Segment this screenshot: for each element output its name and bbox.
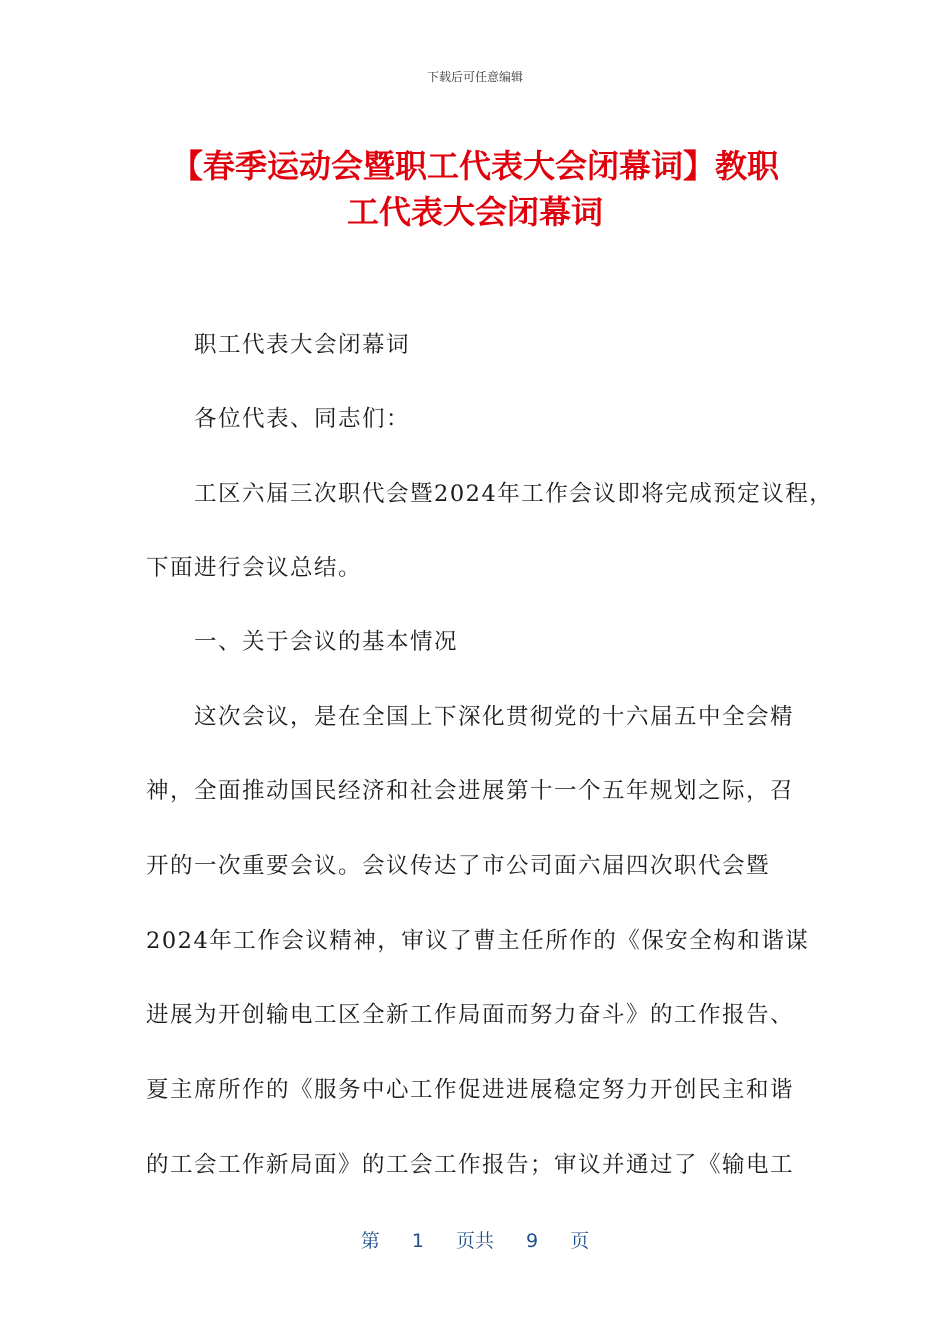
title-line-2: 工代表大会闭幕词 [346,193,603,231]
footer-suffix: 页 [570,1230,590,1252]
body-line-9: 2024年工作会议精神，审议了曹主任所作的《保安全构和谐谋 [146,928,810,954]
body-line-2: 各位代表、同志们： [194,406,411,432]
page-footer [0,1226,950,1253]
body-line-7: 神，全面推动国民经济和社会进展第十一个五年规划之际，召 [146,778,795,804]
title-line-1: 【春季运动会暨职工代表大会闭幕词】教职 [170,147,779,185]
body-line-4: 下面进行会议总结。 [146,555,363,581]
footer-total-pages: 9 [526,1230,539,1252]
body-line-3: 工区六届三次职代会暨2024年工作会议即将完成预定议程， [194,481,834,507]
body-line-10: 进展为开创输电工区全新工作局面而努力奋斗》的工作报告、 [146,1002,795,1028]
body-line-6: 这次会议，是在全国上下深化贯彻党的十六届五中全会精 [194,704,795,730]
body-line-5: 一、关于会议的基本情况 [194,629,459,655]
body-line-11: 夏主席所作的《服务中心工作促进进展稳定努力开创民主和谐 [146,1077,795,1103]
body-line-1: 职工代表大会闭幕词 [194,332,411,358]
footer-middle: 页共 [455,1230,494,1252]
footer-current-page: 1 [411,1230,424,1252]
header-note: 下载后可任意编辑 [426,70,523,84]
document-title [120,143,830,235]
body-line-8: 开的一次重要会议。会议传达了市公司面六届四次职代会暨 [146,853,771,879]
footer-prefix: 第 [360,1230,380,1252]
body-line-12: 的工会工作新局面》的工会工作报告；审议并通过了《输电工 [146,1152,795,1178]
